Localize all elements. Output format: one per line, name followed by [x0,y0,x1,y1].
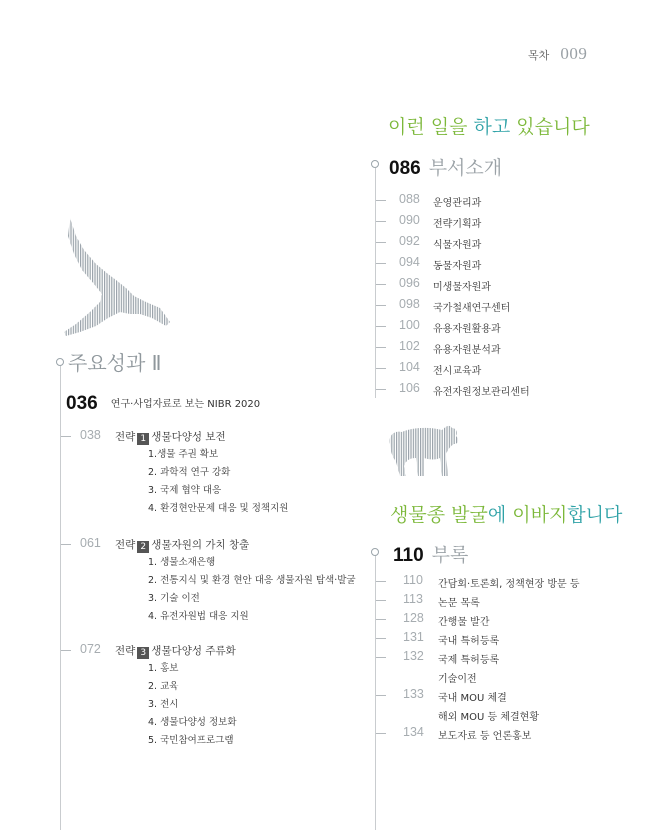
strategy-number: 2 [137,541,149,553]
tick-mark [376,695,386,696]
tick-mark [376,368,386,369]
strategy-number: 1 [137,433,149,445]
page-number: 128 [403,611,424,625]
strategy-prefix: 전략 [115,431,136,443]
strategy-subitem: 5. 국민참여프로그램 [148,735,234,746]
appendix-item: 기술이전 [438,674,477,685]
right-heading-1: 이런 일을 하고 있습니다 [388,116,590,138]
page-number: 088 [399,192,420,206]
strategy-name: 생물다양성 보전 [151,431,226,443]
strategy-title [115,429,226,445]
strategy-subitem: 4. 생물다양성 정보화 [148,717,237,728]
dept-item: 미생물자원과 [433,282,491,293]
strategy-title [115,537,249,553]
tick-mark [376,326,386,327]
strategy-subitem: 1.생물 주권 확보 [148,449,219,460]
nibr-row: 036 연구·사업자료로 보는 NIBR 2020 [66,393,261,414]
appendix-item: 간담회·토론회, 정책현장 방문 등 [438,579,580,590]
strategy-subitem: 3. 전시 [148,699,179,710]
section-marker [371,160,379,168]
page-number: 113 [403,592,423,606]
strategy-prefix: 전략 [115,539,136,551]
tick-mark [376,284,386,285]
tick-mark [376,221,386,222]
tick-mark [376,581,386,582]
page-number: 038 [80,428,101,442]
page-header [528,44,587,64]
left-section-marker [56,358,64,366]
page-number: 090 [399,213,420,227]
strategy-number: 3 [137,647,149,659]
strategy-name: 생물다양성 주류화 [151,645,236,657]
appendix-item: 국내 MOU 체결 [438,693,507,704]
page-number: 110 [403,573,423,587]
left-section-title: 주요성과 Ⅱ [68,351,162,375]
dept-item: 식물자원과 [433,240,482,251]
tick-mark [376,657,386,658]
appendix-section-title: 110 부록 [393,544,469,566]
page-number: 100 [399,318,420,332]
header-label: 목차 [528,49,550,62]
strategy-subitem: 1. 생물소재은행 [148,557,216,568]
dept-item: 전시교육과 [433,366,482,377]
strategy-subitem: 3. 국제 협약 대응 [148,485,222,496]
tick-mark [376,305,386,306]
tick-mark [376,200,386,201]
page-number: 061 [80,536,101,550]
strategy-subitem: 3. 기술 이전 [148,593,200,604]
tick-mark [376,242,386,243]
dept-item: 유전자원정보관리센터 [433,387,530,398]
bear-icon [384,422,462,484]
left-timeline [60,364,61,830]
appendix-item: 보도자료 등 언론홍보 [438,731,532,742]
strategy-name: 생물자원의 가치 창출 [151,539,250,551]
appendix-item: 해외 MOU 등 체결현황 [438,712,539,723]
eagle-icon [56,214,176,342]
header-page-number: 009 [560,44,588,63]
right-heading-2: 생물종 발굴에 이바지합니다 [390,504,623,526]
strategy-subitem: 2. 교육 [148,681,179,692]
strategy-prefix: 전략 [115,645,136,657]
dept-item: 동물자원과 [433,261,482,272]
dept-section-title: 086 부서소개 [389,157,503,179]
appendix-item: 간행물 발간 [438,617,490,628]
tick-mark [376,389,386,390]
tick-mark [376,638,386,639]
page-number: 102 [399,339,420,353]
page-number: 132 [403,649,424,663]
page-number: 096 [399,276,420,290]
strategy-title [115,643,236,659]
dept-timeline [375,168,376,398]
tick-mark [376,347,386,348]
page-number: 092 [399,234,420,248]
dept-item: 유용자원분석과 [433,345,501,356]
appendix-item: 국내 특허등록 [438,636,500,647]
page-number: 106 [399,381,420,395]
strategy-subitem: 4. 유전자원법 대응 지원 [148,611,249,622]
page-number: 134 [403,725,424,739]
tick-mark [61,436,71,437]
tick-mark [376,263,386,264]
strategy-subitem: 2. 전통지식 및 환경 현안 대응 생물자원 탐색·발굴 [148,575,356,586]
strategy-subitem: 2. 과학적 연구 강화 [148,467,231,478]
strategy-subitem: 1. 홍보 [148,663,179,674]
page-number: 094 [399,255,420,269]
strategy-subitem: 4. 환경현안문제 대응 및 정책지원 [148,503,289,514]
page-number: 133 [403,687,424,701]
appendix-marker [371,548,379,556]
page-number: 072 [80,642,101,656]
appendix-timeline [375,552,376,830]
tick-mark [61,544,71,545]
page-number: 098 [399,297,420,311]
page-number: 104 [399,360,420,374]
dept-item: 국가철새연구센터 [433,303,511,314]
page-number: 131 [403,630,424,644]
appendix-item: 국제 특허등록 [438,655,500,666]
tick-mark [376,733,386,734]
tick-mark [376,619,386,620]
dept-item: 유용자원활용과 [433,324,501,335]
tick-mark [376,600,386,601]
tick-mark [61,650,71,651]
appendix-item: 논문 목록 [438,598,480,609]
dept-item: 운영관리과 [433,198,482,209]
dept-item: 전략기획과 [433,219,482,230]
